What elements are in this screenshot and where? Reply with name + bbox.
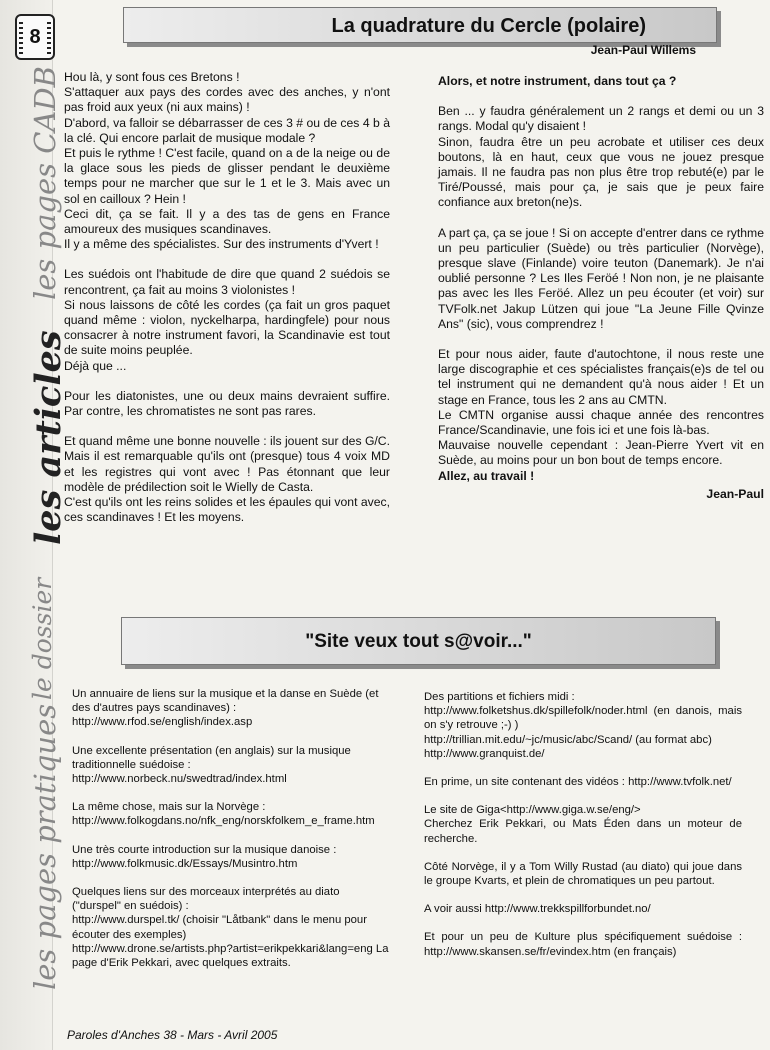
paragraph: Cherchez Erik Pekkari, ou Mats Éden dans un moteur de recherche.	[424, 818, 742, 845]
paragraph: Quelques liens sur des morceaux interprétés au diato ("durspel" en suédois) :	[72, 886, 340, 913]
paragraph: http://www.durspel.tk/ (choisir "Låtbank" dans le menu pour écouter des exemples)	[72, 914, 367, 941]
spacer	[424, 916, 742, 930]
paragraph: Déjà que ...	[64, 358, 127, 373]
paragraph: En prime, un site contenant des vidéos : http://www.tvfolk.net/	[424, 776, 732, 789]
paragraph: http://www.folketshus.dk/spillefolk/noder.html (en danois, mais on s'y retrouve ;-) )	[424, 705, 742, 732]
spacer	[72, 786, 390, 800]
sites-right-column	[424, 690, 742, 959]
paragraph: Mauvaise nouvelle cependant : Jean-Pierre Yvert vit en Suède, au moins pour un bon bout de temps encore.	[438, 438, 764, 468]
paragraph: http://www.drone.se/artists.php?artist=erikpekkari&lang=eng La page d'Erik Pekkari, avec quelques extraits.	[72, 942, 389, 970]
section-heading: Alors, et notre instrument, dans tout ça ?	[438, 74, 677, 88]
link-text[interactable]: http://www.folkogdans.no/nfk_eng/norskfolkem_e_frame.htm	[72, 815, 375, 828]
link-text[interactable]: http://www.norbeck.nu/swedtrad/index.html	[72, 773, 287, 786]
spacer	[438, 211, 764, 226]
sites-left-column	[72, 687, 390, 970]
page-number: 8	[29, 26, 41, 48]
article-right-column	[438, 74, 764, 502]
paragraph: Le site de Giga<http://www.giga.w.se/eng/>	[424, 804, 641, 817]
paragraph: Et puis le rythme ! C'est facile, quand on a de la neige ou de la glace sous les pieds de glisser pendant le deuxième temps pour ne marcher que sur le 1 et le 3. Mais avec un sol en cailloux ? Hein !	[64, 146, 390, 206]
sidebar-label-pages-cadb: les pages CADB	[28, 66, 62, 300]
paragraph: La même chose, mais sur la Norvège :	[72, 801, 266, 814]
sites-title: "Site veux tout s@voir..."	[305, 631, 532, 652]
paragraph: Pour les diatonistes, une ou deux mains devraient suffire. Par contre, les chromatistes ne sont pas rares.	[64, 388, 390, 419]
paragraph: Hou là, y sont fous ces Bretons !	[64, 70, 240, 84]
signature: Jean-Paul	[706, 486, 764, 501]
article-title: La quadrature du Cercle (polaire)	[331, 15, 646, 37]
paragraph: Ceci dit, ça se fait. Il y a des tas de gens en France amoureux des musiques scandinaves.	[64, 206, 390, 237]
paragraph: Le CMTN organise aussi chaque année des rencontres France/Scandinavie, une fois ici et une fois là-bas.	[438, 407, 764, 438]
paragraph: Une excellente présentation (en anglais) sur la musique traditionnelle suédoise :	[72, 744, 351, 771]
sidebar-label-dossier: le dossier	[28, 577, 57, 700]
paragraph: D'abord, va falloir se débarrasser de ces 3 # ou de ces 4 b à la clé. Qui encore parlait de musique modale ?	[64, 115, 390, 145]
article-title-box	[123, 7, 717, 43]
paragraph: Sinon, faudra être un peu acrobate et utiliser ces deux boutons, là en haut, ceux que vous ne jouez presque jamais. Il ne faudra pas non plus être trop rebuté(e) par le Tiré/Poussé, mais pour ça, je sais que je peux faire confiance aux breton(ne)s.	[438, 134, 764, 210]
paragraph: Un annuaire de liens sur la musique et la danse en Suède (et des d'autres pays scandinaves) :	[72, 688, 379, 715]
sidebar	[0, 0, 69, 1050]
paragraph: A part ça, ça se joue ! Si on accepte d'entrer dans ce rythme un peu particulier (Suède) ou très particulier (Norvège), presque slave (Finlande) voire teuton (Danemark). Je n'ai oublié personne ? Les Iles Feröé ! Non non, je ne plaisante pas avec les Iles Feröé. Allez un peu écouter (et voir) sur TVFolk.net Jakup Lützen qui joue "La Jeune Fille Qvinze Ans" (sic), vous comprendrez !	[438, 225, 764, 331]
accordion-icon	[15, 14, 55, 60]
spacer	[424, 789, 742, 803]
paragraph: Et pour nous aider, faute d'autochtone, il nous reste une large discographie et ces spécialistes français(e)s de tel ou tel instrument qui ne demandent qu'à nous aider ! Et un stage en France, tous les 2 ans au CMTN.	[438, 347, 764, 407]
link-text[interactable]: http://www.folkmusic.dk/Essays/Musintro.htm	[72, 857, 298, 870]
spacer	[72, 871, 390, 885]
spacer	[438, 332, 764, 347]
footer: Paroles d'Anches 38 - Mars - Avril 2005	[67, 1028, 278, 1042]
sites-title-box	[121, 617, 716, 665]
spacer	[72, 730, 390, 744]
paragraph: Les suédois ont l'habitude de dire que quand 2 suédois se rencontrent, ça fait au moins 3 violonistes !	[64, 267, 390, 297]
spacer	[424, 761, 742, 775]
link-text[interactable]: http://www.rfod.se/english/index.asp	[72, 716, 253, 729]
spacer	[64, 252, 390, 267]
paragraph: Côté Norvège, il y a Tom Willy Rustad (au diato) qui joue dans le groupe Kvarts, et plein de chromatiques un peu partout.	[424, 860, 742, 888]
paragraph: C'est qu'ils ont les reins solides et les épaules qui vont avec, ces scandinaves ! Et les moyens.	[64, 495, 390, 525]
spacer	[64, 419, 390, 434]
article-left-column	[64, 70, 390, 525]
paragraph: S'attaquer aux pays des cordes avec des anches, y n'ont pas froid aux yeux (ni aux mains) !	[64, 85, 390, 115]
paragraph: Une très courte introduction sur la musique danoise :	[72, 843, 337, 856]
closing-line: Allez, au travail !	[438, 468, 535, 483]
article-author: Jean-Paul Willems	[590, 43, 696, 57]
spacer	[424, 846, 742, 860]
spacer	[438, 89, 764, 104]
spacer	[424, 888, 742, 902]
paragraph: Il y a même des spécialistes. Sur des instruments d'Yvert !	[64, 237, 379, 252]
paragraph: http://trillian.mit.edu/~jc/music/abc/Scand/ (au format abc)	[424, 733, 712, 746]
paragraph: Des partitions et fichiers midi :	[424, 691, 575, 703]
paragraph: Ben ... y faudra généralement un 2 rangs et demi ou un 3 rangs. Modal qu'y disaient !	[438, 104, 764, 134]
paragraph: Et quand même une bonne nouvelle : ils jouent sur des G/C. Mais il est remarquable qu'ils ont (presque) tous 4 voix MD et les registres qui vont avec ! Pas étonnant que leur modèle de prédilection soit le Wielly de Casta.	[64, 434, 390, 494]
spacer	[72, 829, 390, 843]
paragraph: Si nous laissons de côté les cordes (ça fait un gros paquet quand même : violon, nyckelharpa, hardingfele) pour nous consacrer à notre instrument favori, la Scandinavie est tout de suite moins peuplée.	[64, 297, 390, 358]
link-text[interactable]: http://www.granquist.de/	[424, 747, 545, 760]
spacer	[64, 374, 390, 389]
sidebar-label-articles: les articles	[28, 330, 69, 545]
sidebar-label-pages-pratiques: les pages pratiques	[28, 703, 62, 990]
paragraph: A voir aussi http://www.trekkspillforbundet.no/	[424, 903, 651, 916]
paragraph: Et pour un peu de Kulture plus spécifiquement suédoise : http://www.skansen.se/fr/evindex.htm (en français)	[424, 931, 742, 958]
